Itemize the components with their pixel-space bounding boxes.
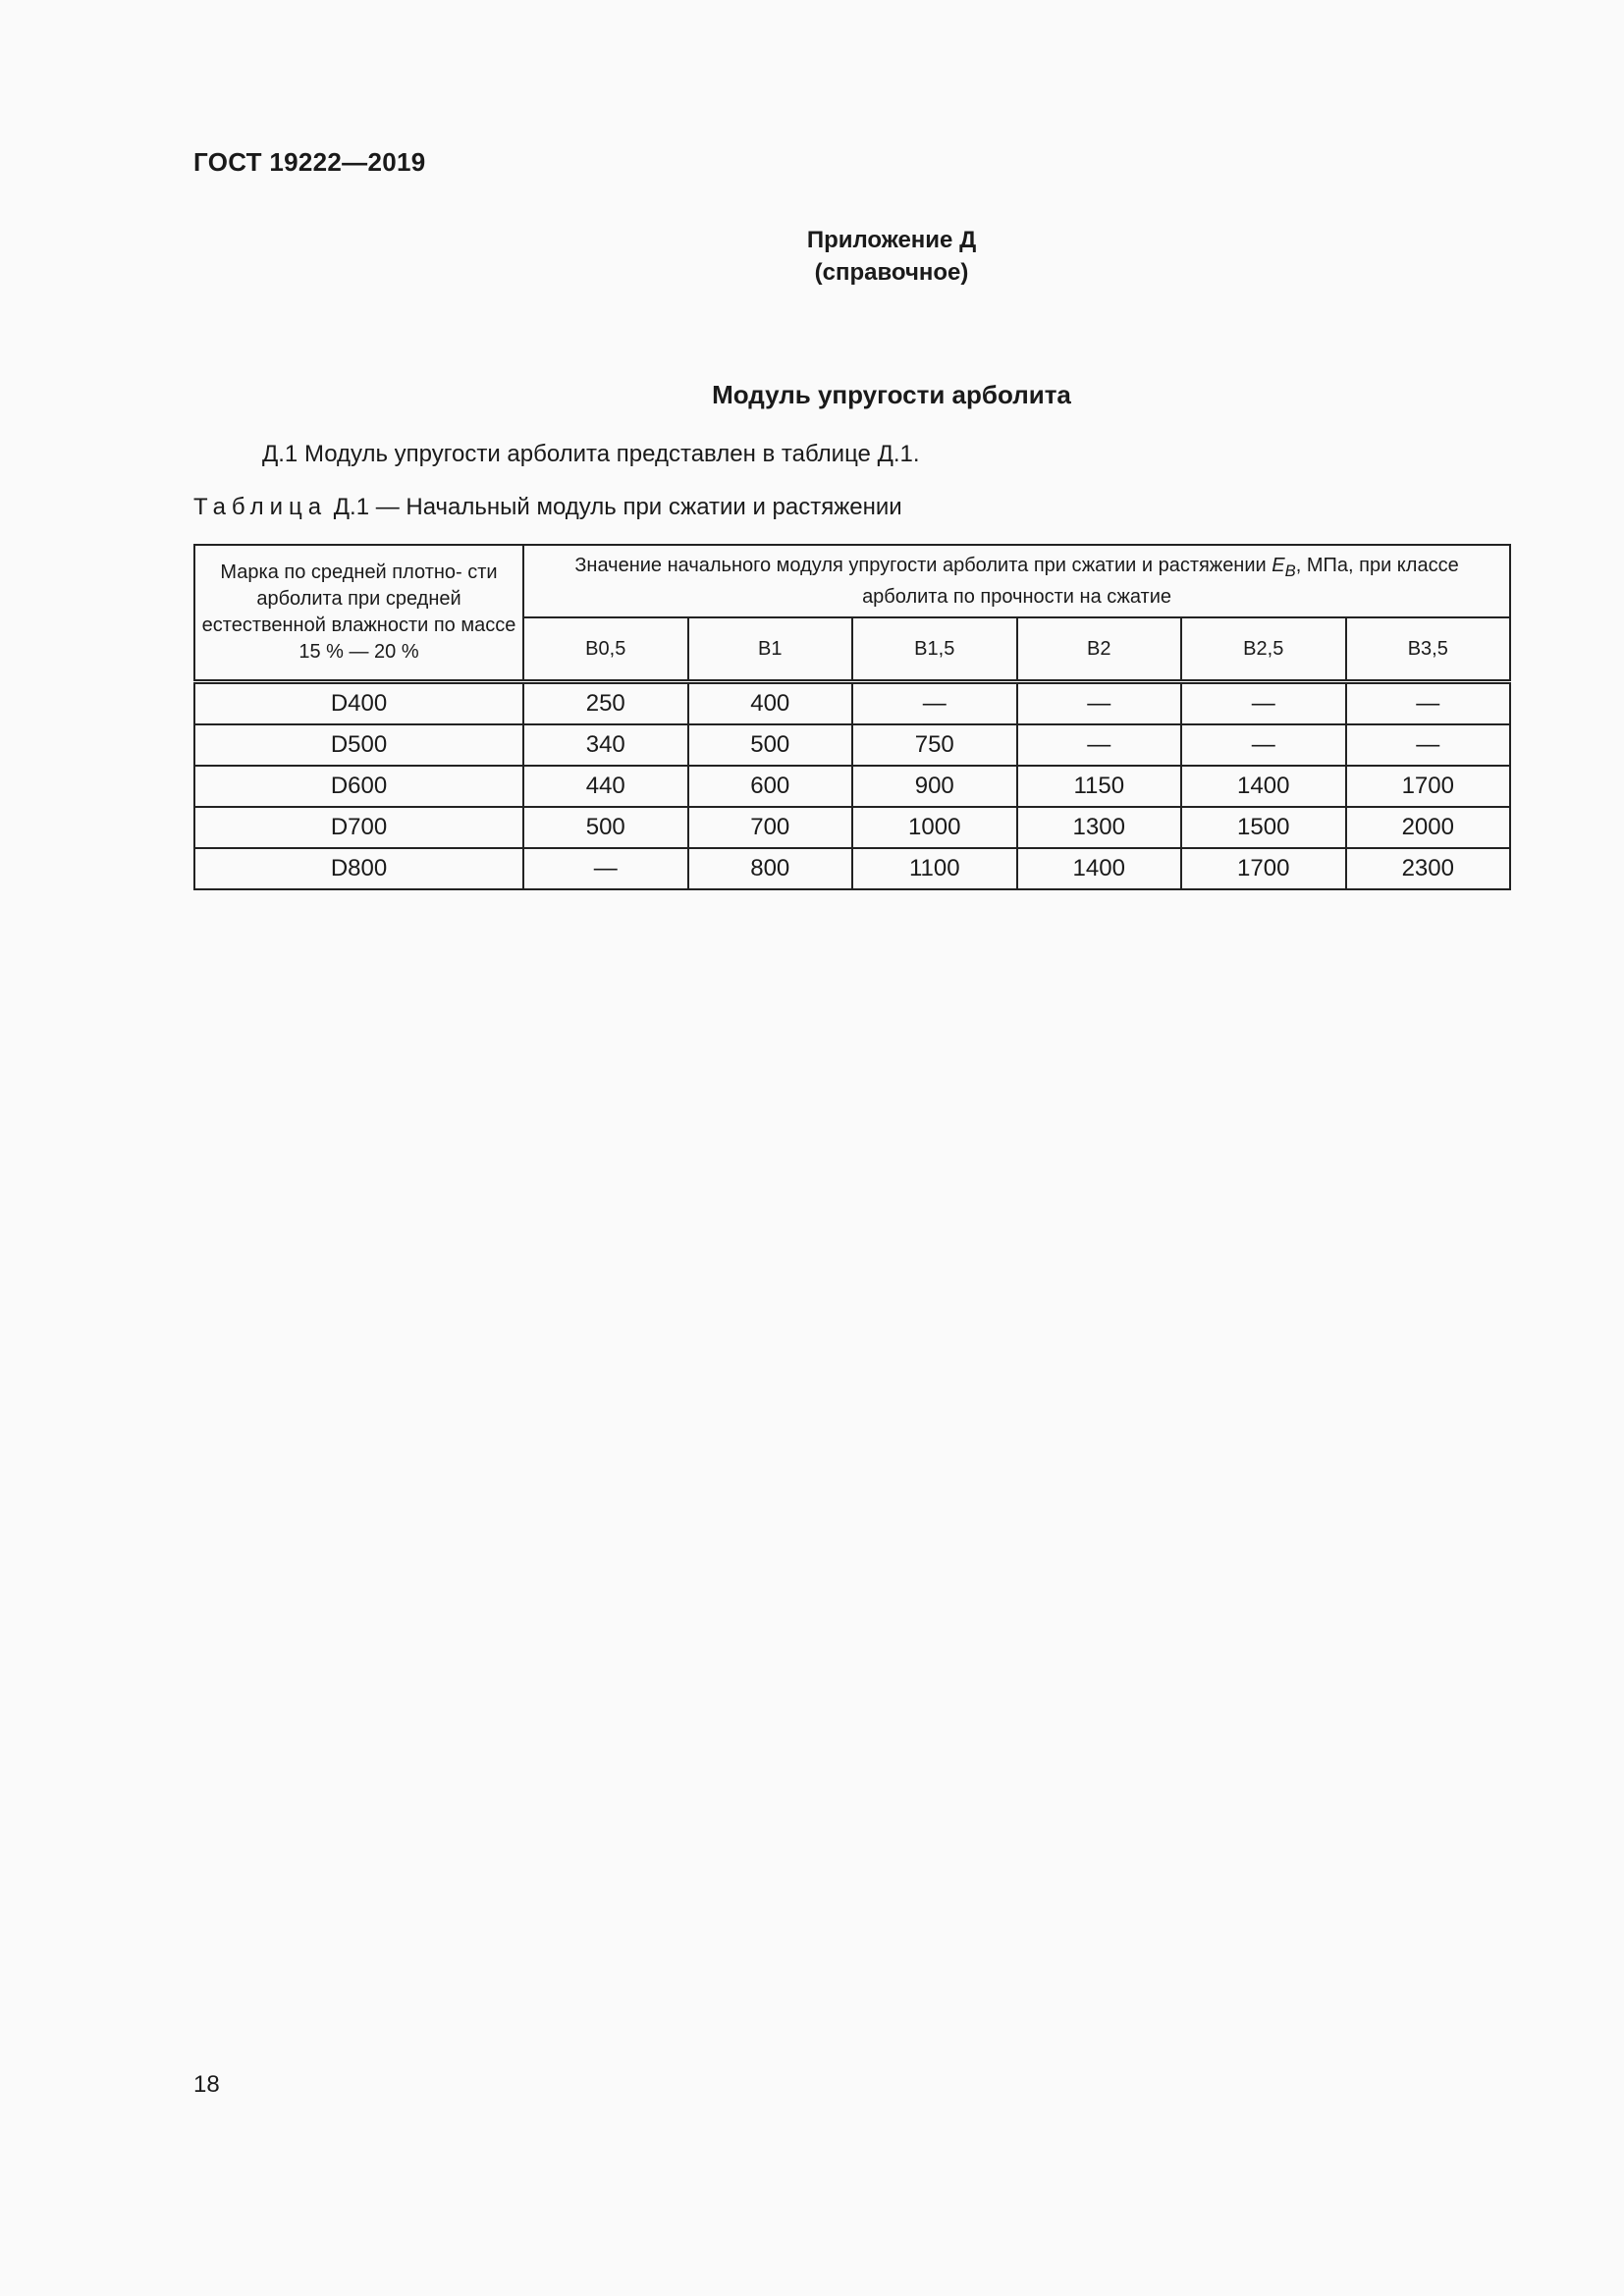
table-row: [194, 724, 1510, 766]
table-cell: 500: [523, 807, 688, 848]
table-cell: 700: [688, 807, 853, 848]
standard-id: ГОСТ 19222—2019: [193, 147, 426, 177]
class-header: B2: [1017, 617, 1182, 682]
table-cell: —: [1017, 724, 1182, 766]
class-header: B0,5: [523, 617, 688, 682]
table-cell: 340: [523, 724, 688, 766]
modulus-group-header: [523, 545, 1510, 617]
table-cell: —: [852, 682, 1017, 725]
table-cell: 1000: [852, 807, 1017, 848]
table-cell: 2300: [1346, 848, 1511, 889]
table-cell: 600: [688, 766, 853, 807]
class-header: B1: [688, 617, 853, 682]
density-grade-cell: D400: [194, 682, 523, 725]
density-grade-cell: D700: [194, 807, 523, 848]
table-cell: 1400: [1181, 766, 1346, 807]
table-cell: 500: [688, 724, 853, 766]
table-cell: —: [1017, 682, 1182, 725]
table-cell: 900: [852, 766, 1017, 807]
group-header-text: Значение начального модуля упругости арболита при сжатии и растяжении: [574, 554, 1272, 576]
table-row: [194, 682, 1510, 725]
table-caption-text: Д.1 — Начальный модуль при сжатии и растяжении: [327, 494, 902, 520]
density-grade-cell: D800: [194, 848, 523, 889]
appendix-type: (справочное): [814, 259, 969, 286]
density-grade-header: Марка по средней плотно- сти арболита при средней естественной влажности по массе 15 % — 20 %: [194, 545, 523, 682]
page-number: 18: [193, 2071, 220, 2098]
table-row: [194, 848, 1510, 889]
density-grade-cell: D500: [194, 724, 523, 766]
table-cell: 800: [688, 848, 853, 889]
table-cell: —: [1346, 724, 1511, 766]
table-cell: 1400: [1017, 848, 1182, 889]
group-header-text-end: , МПа, при классе арболита по прочности на сжатие: [862, 554, 1459, 608]
class-header: B2,5: [1181, 617, 1346, 682]
table-cell: —: [1181, 682, 1346, 725]
class-header: B1,5: [852, 617, 1017, 682]
section-title: Модуль упругости арболита: [712, 380, 1071, 409]
table-row: [194, 766, 1510, 807]
appendix-title: Приложение Д: [806, 227, 977, 253]
table-cell: 250: [523, 682, 688, 725]
table-cell: 440: [523, 766, 688, 807]
table-cell: 1700: [1346, 766, 1511, 807]
table-cell: 1150: [1017, 766, 1182, 807]
table-cell: —: [1346, 682, 1511, 725]
modulus-symbol: E: [1272, 554, 1285, 576]
modulus-subscript: B: [1284, 561, 1296, 580]
table-cell: 1300: [1017, 807, 1182, 848]
table-header-row: [194, 545, 1510, 617]
elastic-modulus-table: [193, 544, 1511, 890]
table-cell: —: [523, 848, 688, 889]
table-row: [194, 807, 1510, 848]
table-cell: 1100: [852, 848, 1017, 889]
appendix-heading: [0, 224, 1624, 289]
table-cell: 1500: [1181, 807, 1346, 848]
density-grade-cell: D600: [194, 766, 523, 807]
table-cell: 1700: [1181, 848, 1346, 889]
intro-paragraph: Д.1 Модуль упругости арболита представлен в таблице Д.1.: [262, 441, 920, 467]
class-header: B3,5: [1346, 617, 1511, 682]
table-caption: [193, 494, 902, 521]
table-cell: 2000: [1346, 807, 1511, 848]
table-cell: 400: [688, 682, 853, 725]
table-caption-prefix: Таблица: [193, 494, 328, 520]
table-cell: 750: [852, 724, 1017, 766]
table-cell: —: [1181, 724, 1346, 766]
